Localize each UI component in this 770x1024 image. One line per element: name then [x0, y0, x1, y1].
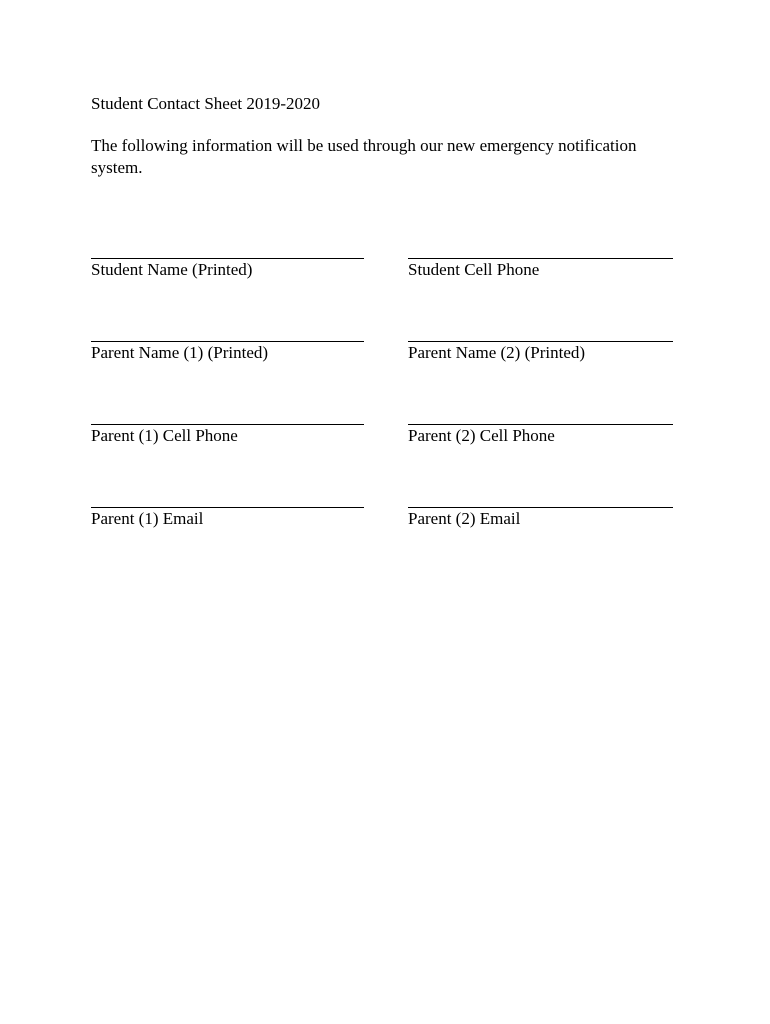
intro-paragraph: The following information will be used through our new emergency notification system. — [91, 136, 637, 177]
parent-2-email-field[interactable] — [408, 507, 673, 530]
student-cell-phone-field[interactable] — [408, 258, 673, 281]
document-title: Student Contact Sheet 2019-2020 — [91, 94, 321, 113]
parent-1-cell-phone-field[interactable] — [91, 424, 364, 447]
parent-1-email-field[interactable] — [91, 507, 364, 530]
field-label: Parent (1) Cell Phone — [91, 426, 238, 445]
field-label: Parent Name (1) (Printed) — [91, 343, 269, 362]
field-label: Parent Name (2) (Printed) — [408, 343, 586, 362]
field-label: Student Cell Phone — [408, 260, 540, 279]
parent-2-cell-phone-field[interactable] — [408, 424, 673, 447]
field-label: Parent (2) Cell Phone — [408, 426, 555, 445]
field-label: Student Name (Printed) — [91, 260, 253, 279]
field-label: Parent (1) Email — [91, 509, 204, 528]
student-name-field[interactable] — [91, 258, 364, 281]
parent-1-name-field[interactable] — [91, 341, 364, 364]
field-label: Parent (2) Email — [408, 509, 521, 528]
parent-2-name-field[interactable] — [408, 341, 673, 364]
